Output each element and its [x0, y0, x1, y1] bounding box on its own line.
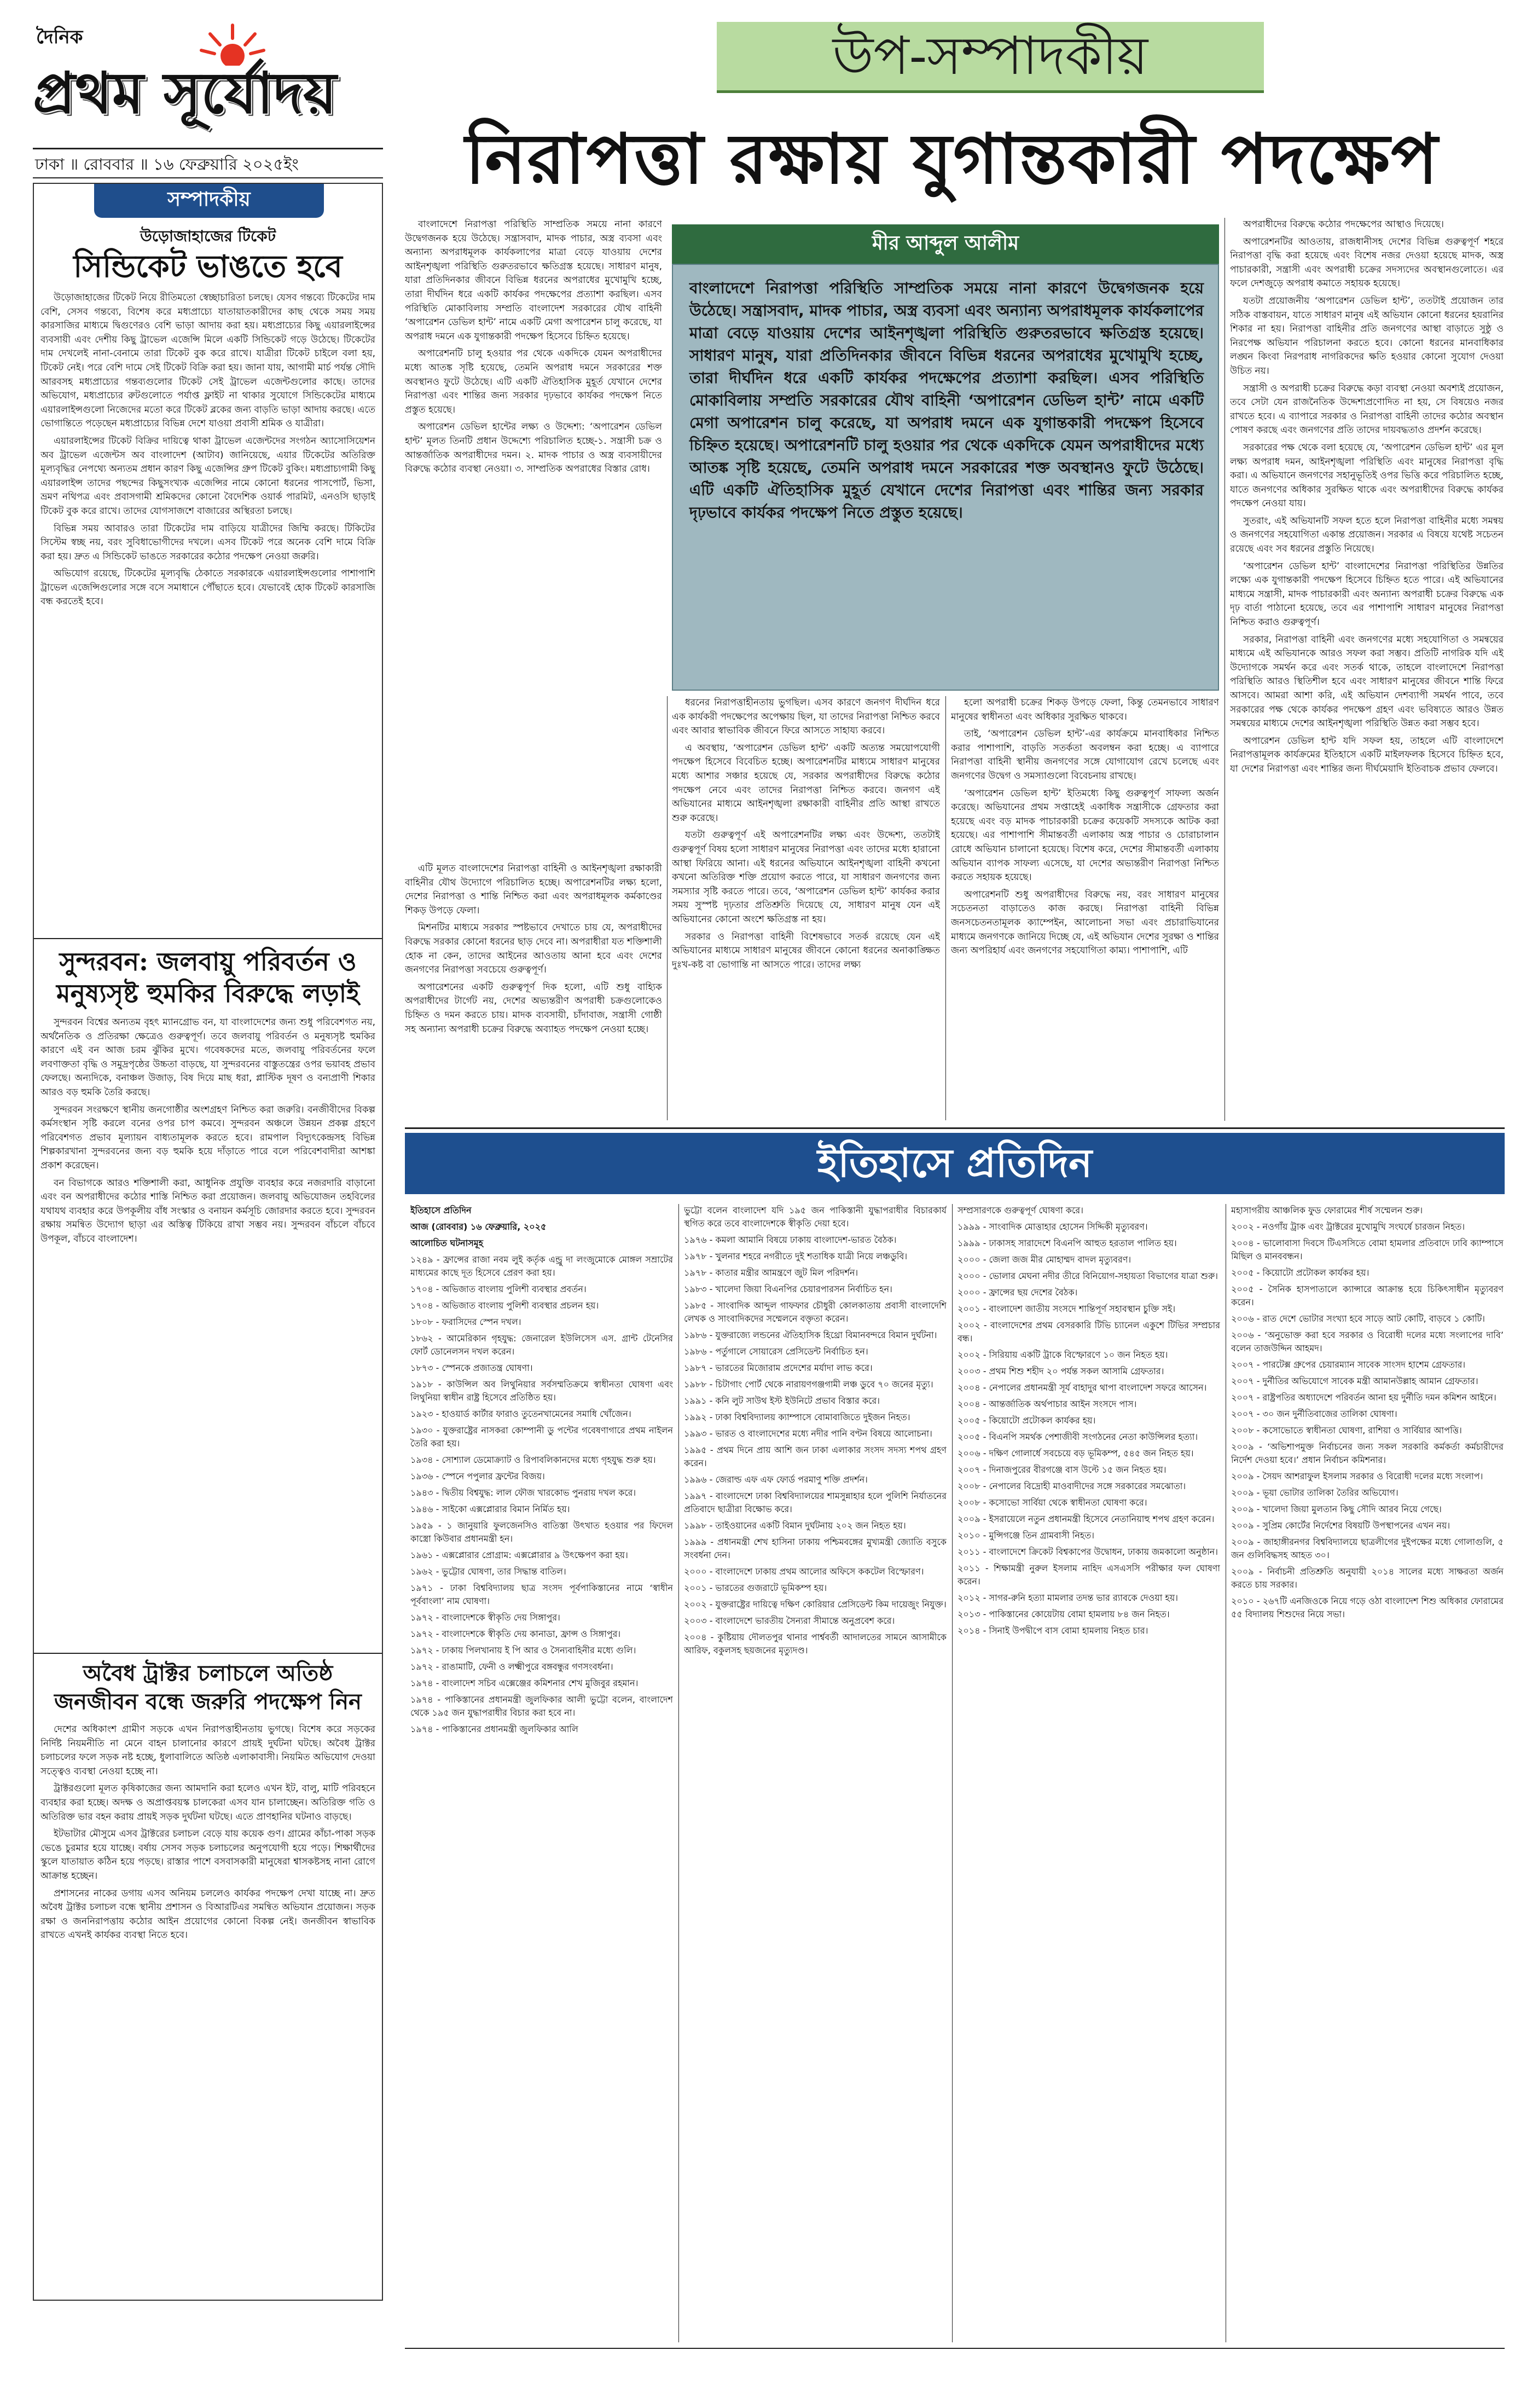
op-col-3 [672, 696, 940, 1120]
op-paragraph: এটি মূলত বাংলাদেশের নিরাপত্তা বাহিনী ও আইনশৃঙ্খলা রক্ষাকারী বাহিনীর যৌথ উদ্যোগে পরিচালিত হচ্ছে। অপারেশনটির লক্ষ্য হলো, দেশের নিরাপত্তা ও শান্তি নিশ্চিত করা এবং অপরাধমূলক কর্মকাণ্ডের শিকড় উপড়ে ফেলা। [405, 863, 662, 916]
history-event: ২০১১ - বাংলাদেশে ক্রিকেট বিশ্বকাপের উদ্বোধন, ঢাকায় জমকালো অনুষ্ঠান। [958, 1547, 1218, 1557]
op-paragraph: সন্ত্রাসী ও অপরাধী চক্রের বিরুদ্ধে কড়া ব্যবস্থা নেওয়া অবশ্যই প্রয়োজন, তবে সেটা যেন রাজনৈতিক উদ্দেশ্যপ্রণোদিত না হয়, সে বিষয়েও নজর রাখতে হবে। এ ব্যাপারে সরকার ও নিরাপত্তা বাহিনী তাদের কঠোর অবস্থান পোষণ করছে এবং জনগণের প্রতি তাদের দায়বদ্ধতাও প্রদর্শন করেছে। [1230, 383, 1504, 436]
history-event: ২০০১ - ভারতের গুজরাটে ভূমিকম্প হয়। [684, 1583, 827, 1593]
history-event: ১৯৪৩ - দ্বিতীয় বিশ্বযুদ্ধ: লাল ফৌজ খারকোভ পুনরায় দখল করে। [410, 1487, 636, 1498]
dateline-divider [33, 177, 383, 178]
history-header: ইতিহাসে প্রতিদিন [405, 1133, 1505, 1194]
ed1-paragraph: এয়ারলাইন্সের টিকেট বিক্রির দায়িত্বে থাকা ট্রাভেল এজেন্টদের সংগঠন অ্যাসোসিয়েশন অব ট্রাভেল এজেন্টস অব বাংলাদেশ (আটাব) জানিয়েছে, এয়ার টিকেটের অতিরিক্ত মূল্যবৃদ্ধির নেপথ্যে অন্যতম প্রধান কারণ কিছু এজেন্সির গ্রুপ টিকেট বুকিং। মধ্যপ্রাচ্যগামী কিছু এয়ারলাইন্স তাদের পছন্দের কিছুসংখ্যক এজেন্সির নামে কোনো ধরনের পাসপোর্ট, ভিসা, ভ্রমণ নথিপত্র এবং প্রবাসগামী শ্রমিকদের কোনো বৈদেশিক ওয়ার্ক পারমিট, এনওসি ছাড়াই টিকেট বুক করে রাখে। তাদের যোগসাজশে বাজারের অস্থিরতা চলছে। [40, 435, 375, 517]
dateline: ঢাকা ॥ রোববার ॥ ১৬ ফেব্রুয়ারি ২০২৫ইং [35, 155, 299, 173]
ed-divider-1 [34, 938, 382, 939]
op-paragraph: বাংলাদেশে নিরাপত্তা পরিস্থিতি সাম্প্রতিক সময়ে নানা কারণে উদ্বেগজনক হয়ে উঠেছে। সন্ত্রাসবাদ, মাদক পাচার, অস্ত্র ব্যবসা এবং অন্যান্য অপরাধমূলক কার্যকলাপের মাত্রা বেড়ে যাওয়ায় দেশের আইনশৃঙ্খলা পরিস্থিতি গুরুতরভাবে ক্ষতিগ্রস্ত হয়েছে। সাধারণ মানুষ, যারা প্রতিদিনকার জীবনে বিভিন্ন ধরনের অপরাধের মুখোমুখি হচ্ছে, তারা দীর্ঘদিন ধরে একটি কার্যকর পদক্ষেপের প্রত্যাশা করছিল। এসব পরিস্থিতি মোকাবিলায় সম্প্রতি বাংলাদেশ সরকারের যৌথ বাহিনী ‘অপারেশন ডেভিল হান্ট’ নামে একটি মেগা অপারেশন চালু করেছে, যা অপরাধ দমনে এক যুগান্তকারী পদক্ষেপ হিসেবে চিহ্নিত হয়েছে। [405, 219, 662, 342]
history-event: ২০০৯ - সৈয়দ আশরাফুল ইসলাম সরকার ও বিরোধী দলের মধ্যে সংলাপ। [1231, 1471, 1483, 1481]
history-event: ২০০৮ - নেপালের বিদ্রোহী মাওবাদীদের সঙ্গে সরকারের সমঝোতা। [958, 1481, 1186, 1491]
ed3-body [40, 1723, 375, 2292]
history-event: ১৯১৮ - কাউন্সিল অব লিথুনিয়ার সর্বসম্মতিক্রমে স্বাধীনতা ঘোষণা এবং লিথুনিয়া স্বাধীন রাষ্ট্র হিসেবে প্রতিষ্ঠিত হয়। [410, 1379, 673, 1403]
op-paragraph: সরকার, নিরাপত্তা বাহিনী এবং জনগণের মধ্যে সহযোগিতা ও সমন্বয়ের মাধ্যমে এই অভিযানকে আরও সফল করা সম্ভব। প্রতিটি নাগরিক যদি এই উদ্যোগকে সমর্থন করে এবং সতর্ক থাকে, তাহলে বাংলাদেশে নিরাপত্তা পরিস্থিতি আরও স্থিতিশীল হবে এবং সাধারণ মানুষের জীবনে শান্তি ফিরে আসবে। আমরা আশা করি, এই অভিযান দেশব্যাপী সমর্থন পাবে, তবে সরকারের পক্ষ থেকে কার্যকর পদক্ষেপ গ্রহণ এবং ভবিষ্যতে আরও উন্নত সমন্বয়ের মাধ্যমে দেশের আইনশৃঙ্খলা পরিস্থিতি উন্নত করা সম্ভব হবে। [1230, 634, 1504, 730]
history-event: ২০০৭ - রাষ্ট্রপতির অধ্যাদেশে পরিবর্তন আনা হয় দুর্নীতি দমন কমিশন আইনে। [1231, 1392, 1496, 1403]
history-event: ২০০৫ - বিএনপি সমর্থক পেশাজীবী সংগঠনের নেতা কাউন্সিলর হত্যা। [958, 1432, 1198, 1442]
op-paragraph: অপরাধীদের বিরুদ্ধে কঠোর পদক্ষেপের আস্থাও দিয়েছে। [1243, 219, 1444, 230]
op-col-sep [667, 696, 668, 1120]
op-paragraph: মিশনটির মাধ্যমে সরকার স্পষ্টভাবে দেখাতে চায় যে, অপরাধীদের বিরুদ্ধে সরকার কোনো ধরনের ছাড় দেবে না। অপরাধীরা যত শক্তিশালী হোক না কেন, তাদের আইনের আওতায় আনা হবে এবং দেশের জনগণের নিরাপত্তা সবচেয়ে গুরুত্বপূর্ণ। [405, 922, 662, 976]
history-event: ১৯৭২ - বাংলাদেশকে স্বীকৃতি দেয় কানাডা, ফ্রান্স ও সিঙ্গাপুর। [410, 1629, 621, 1639]
history-event: ২০১৪ - সিনাই উপদ্বীপে বাস বোমা হামলায় নিহত চার। [958, 1625, 1148, 1636]
history-event: ১৯৩৬ - স্পেনে পপুলার ফ্রন্টের বিজয়। [410, 1471, 545, 1481]
history-event: ১৯৯৬ - জেরাল্ড এফ এফ ফোর্ড পরমাণু শক্তি প্রদর্শন। [684, 1474, 868, 1485]
history-event: ১৯৭৪ - পাকিস্তানের প্রধানমন্ত্রী জুলফিকার আলি [410, 1724, 578, 1734]
op-paragraph: অপারেশনটি শুধু অপরাধীদের বিরুদ্ধে নয়, বরং সাধারণ মানুষের সচেতনতা বাড়াতেও কাজ করছে। নিরাপত্তা বাহিনী বিভিন্ন জনসচেতনতামূলক ক্যাম্পেইন, আলোচনা সভা এবং প্রচারাভিযানের মাধ্যমে জনগণকে জানিয়ে দিচ্ছে যে, এই অভিযান দেশের সুরক্ষা ও শান্তির জন্য অপরিহার্য এবং জনগণের সহযোগিতা কাম্য। পাশাপাশি, এটি [951, 889, 1219, 957]
history-col-sep [952, 1204, 953, 2342]
history-event: ভুট্টো বলেন বাংলাদেশ যদি ১৯৫ জন পাকিস্তানী যুদ্ধাপরাধীর বিচারকার্য স্থগিত করে তবে বাংলাদেশকে স্বীকৃতি দেয়া হবে। [684, 1205, 947, 1229]
ed2-paragraph: সুন্দরবন সংরক্ষণে স্থানীয় জনগোষ্ঠীর অংশগ্রহণ নিশ্চিত করা জরুরি। বনজীবীদের বিকল্প কর্মসংস্থান সৃষ্টি করলে বনের ওপর চাপ কমবে। সুন্দরবন অঞ্চলে উন্নয়ন প্রকল্প গ্রহণে পরিবেশগত প্রভাব মূল্যায়ন বাধ্যতামূলক করতে হবে। রামপাল বিদ্যুৎকেন্দ্রসহ বিভিন্ন শিল্পকারখানা সুন্দরবনের জন্য বড় হুমকি হয়ে দাঁড়াতে পারে বলে পরিবেশবাদীরা আশঙ্কা প্রকাশ করেছেন। [40, 1104, 375, 1171]
op-paragraph: সরকার ও নিরাপত্তা বাহিনী বিশেষভাবে সতর্ক রয়েছে যেন এই অভিযানের মাধ্যমে সাধারণ মানুষের জীবনে কোনো ধরনের অনাকাঙ্ক্ষিত দুঃখ-কষ্ট বা ভোগান্তি না আসতে পারে। তাদের লক্ষ্য [672, 931, 940, 970]
history-event: ২০০৯ - সুপ্রিম কোর্টের নির্দেশের বিষয়টি উপস্থাপনের এখন নয়। [1231, 1520, 1450, 1531]
history-event: ২০১২ - সাগর-রুনি হত্যা মামলার তদন্ত ভার র‌্যাবকে দেওয়া হয়। [958, 1593, 1178, 1603]
ed1-paragraph: অভিযোগ রয়েছে, টিকেটের মূল্যবৃদ্ধি ঠেকাতে সরকারকে এয়ারলাইন্সগুলোর পাশাপাশি ট্রাভেল এজেন্সিগুলোর সঙ্গে বসে সমাধানে পৌঁছাতে হবে। যেভাবেই হোক টিকেট কারসাজি বন্ধ করতেই হবে। [40, 568, 375, 607]
history-event: ২০০২ - সিরিয়ায় একটি ট্রাকে বিস্ফোরণে ১০ জন নিহত হয়। [958, 1350, 1168, 1360]
history-event: ২০০২ - বাংলাদেশের প্রথম বেসরকারি টিভি চ্যানেল একুশে টিভির সম্প্রচার বন্ধ। [958, 1320, 1220, 1344]
history-event: ১৯৭১ - ঢাকা বিশ্ববিদ্যালয় ছাত্র সংসদ পূর্বপাকিস্তানের নামে ‘স্বাধীন পূর্ববাংলা’ নাম ঘোষণা। [410, 1583, 673, 1606]
history-event: ২০০৭ - পারটেক্স গ্রুপের চেয়ারম্যান সাবেক সাংসদ হাশেম গ্রেফতার। [1231, 1359, 1466, 1370]
history-event: ২০১১ - শিক্ষামন্ত্রী নুরুল ইসলাম নাহিদ এসএসসি পরীক্ষার ফল ঘোষণা করেন। [958, 1563, 1220, 1587]
op-paragraph: অপারেশনের একটি গুরুত্বপূর্ণ দিক হলো, এটি শুধু বাহ্যিক অপরাধীদের টার্গেট নয়, দেশের অভ্যন্তরীণ অপরাধী চক্রগুলোকেও চিহ্নিত ও দমন করতে চায়। মাদক ব্যবসায়ী, চাঁদাবাজ, সন্ত্রাসী গোষ্ঠী সহ অন্যান্য অপরাধী চক্রের বিরুদ্ধে অব্যাহত পদক্ষেপ নেওয়া হচ্ছে। [405, 981, 662, 1035]
author-bar: মীর আব্দুল আলীম [672, 224, 1219, 264]
op-paragraph: ‘অপারেশন ডেভিল হান্ট’ বাংলাদেশের নিরাপত্তা পরিস্থিতির উন্নতির লক্ষ্যে এক যুগান্তকারী পদক্ষেপ হিসেবে চিহ্নিত হতে পারে। এই অভিযানের মাধ্যমে সন্ত্রাসী, মাদক পাচারকারী এবং অন্যান্য অপরাধী চক্রের বিরুদ্ধে এক দৃঢ় বার্তা পাঠানো হয়েছে, তবে এর পাশাপাশি সাধারণ মানুষের নিরাপত্তা নিশ্চিত করাও গুরুত্বপূর্ণ। [1230, 560, 1504, 628]
op-paragraph: অপারেশনটি চালু হওয়ার পর থেকে একদিকে যেমন অপরাধীদের মধ্যে আতঙ্ক সৃষ্টি হয়েছে, তেমনি অপরাধ দমনে সরকারের শক্ত অবস্থানও ফুটে উঠেছে। এটি একটি ঐতিহাসিক মুহূর্ত যেখানে দেশের নিরাপত্তা এবং শান্তির জন্য সরকার দৃঢ়ভাবে কার্যকর পদক্ষেপ নিতে প্রস্তুত হয়েছে। [405, 348, 662, 415]
history-event: ১৯৩০ - যুক্তরাষ্ট্রের নাসকরা কোম্পানী ডু পন্টের গবেষণাগারে প্রথম নাইলন তৈরি করা হয়। [410, 1425, 673, 1449]
history-event: ১৯৭৬ - কমলা আমানি বিষয়ে ঢাকায় বাংলাদেশ-ভারত বৈঠক। [684, 1235, 897, 1245]
ed1-title: সিন্ডিকেট ভাঙতে হবে [73, 248, 343, 285]
editorial-section-label: সম্পাদকীয় [94, 184, 324, 218]
history-event: ১৯৭৮ - খুলনার শহরে নগরীতে দুই শতাধিক যাত্রী নিয়ে লঞ্চডুবি। [684, 1251, 908, 1261]
history-event: ১৯৮৬ - পর্তুগালে সোয়ারেস প্রেসিডেন্ট নির্বাচিত হন। [684, 1346, 868, 1357]
history-event: ২০০৪ - নেপালের প্রধানমন্ত্রী সূর্য বাহাদুর থাপা বাংলাদেশ সফরে আসেন। [958, 1382, 1207, 1393]
op-col-1-bottom [405, 862, 662, 1119]
history-event: ২০০৬ - দক্ষিণ গোলার্ধে সবচেয়ে বড় ভূমিকম্প, ৫৪৫ জন নিহত হয়। [958, 1448, 1194, 1458]
history-event: ২০০২ - নওগাঁয় ট্রাক এবং ট্রাক্টরের মুখোমুখি সংঘর্ষে চারজন নিহত। [1231, 1222, 1465, 1232]
history-event: ২০০২ - যুক্তরাষ্ট্রের দায়িত্বে দক্ষিণ কোরিয়ার প্রেসিডেন্ট কিম দায়েজুং নিযুক্ত। [684, 1599, 947, 1610]
history-event: ১৯৪৬ - সাইকো এক্সপ্লোরার বিমান নির্মিত হয়। [410, 1504, 570, 1514]
editorial-column [33, 183, 383, 2301]
history-event: ২০১০ - মুন্সিগঞ্জে তিন গ্রামবাসী নিহত। [958, 1530, 1095, 1541]
history-event: ২০০৯ - খালেদা জিয়া মুলতান কিছু সৌদি আরব নিয়ে গেছে। [1231, 1504, 1442, 1514]
history-event: ২০০৩ - প্রথম শিশু শহীদ ২০ পর্যন্ত সকল আসামি গ্রেফতার। [958, 1366, 1164, 1376]
op-col-1-top [405, 218, 662, 858]
history-event: ২০০৫ - কিয়োটো প্রটোকল কার্যকর হয়। [958, 1415, 1096, 1426]
op-col-5 [1230, 218, 1504, 1121]
op-paragraph: হলো অপরাধী চক্রের শিকড় উপড়ে ফেলা, কিন্তু তেমনভাবে সাধারণ মানুষের স্বাধীনতা এবং অধিকার সুরক্ষিত থাকবে। [951, 697, 1219, 722]
ed3-paragraph: দেশের অধিকাংশ গ্রামীণ সড়কে এখন নিরাপত্তাহীনতায় ভুগছে। বিশেষ করে সড়কের নির্দিষ্ট নিয়মনীতি না মেনে বাহন চালানোর কারণে প্রায়ই দুর্ঘটনা ঘটছে। অবৈধ ট্রাক্টর চলাচলের ফলে সড়ক নষ্ট হচ্ছে, ধুলাবালিতে অতিষ্ঠ এলাকাবাসী। নিয়মিত অভিযোগ দেওয়া সত্ত্বেও ব্যবস্থা নেওয়া হচ্ছে না। [40, 1724, 375, 1777]
history-event: ২০০৯ - ‘অভিশাপমুক্ত নির্বাচনের জন্য সকল সরকারি কর্মকর্তা কর্মচারীদের নির্দেশ দেওয়া হবে।’ প্রধান নির্বাচন কমিশনার। [1231, 1442, 1504, 1465]
history-event: ২০০৯ - ভূয়া ভোটার তালিকা তৈরির অভিযোগ। [1231, 1487, 1398, 1498]
history-event: ২০০০ - বাংলাদেশে ঢাকায় প্রথম আলোর অফিসে ককটেল বিস্ফোরণ। [684, 1566, 924, 1577]
history-event: ১৯২৩ - হাওয়ার্ড কার্টার ফারাও তুতেনখামেনের সমাধি খোঁজেন। [410, 1409, 631, 1419]
op-ed-headline: নিরাপত্তা রক্ষায় যুগান্তকারী পদক্ষেপ [465, 118, 1439, 199]
history-event: ২০১০ - ২৬৭টি এনজিওকে নিয়ে গড়ে ওঠা বাংলাদেশ শিশু অধিকার ফোরামের ৫৫ বিদ্যালয় শিশুদের নিয়ে সভা। [1231, 1596, 1504, 1619]
ed2-title: সুন্দরবন: জলবায়ু পরিবর্তন ও মনুষ্যসৃষ্ট হুমকির বিরুদ্ধে লড়াই [56, 947, 359, 1008]
history-col-1 [410, 1204, 673, 2342]
history-event: ১৯৫৯ - ১ জানুয়ারি ফুলজেনসিও বাতিস্তা উৎখাত হওয়ার পর ফিদেল কাস্ত্রো কিউবার প্রধানমন্ত্রী হন। [410, 1520, 673, 1544]
history-event: ১৯৭২ - বাংলাদেশকে স্বীকৃতি দেয় সিঙ্গাপুর। [410, 1612, 560, 1623]
history-event: ২০০৯ - নির্বাচনী প্রতিশ্রুতি অনুযায়ী ২০১৪ সালের মধ্যে সাক্ষরতা অর্জন করতে চায় সরকার। [1231, 1566, 1504, 1590]
ed3-title: অবৈধ ট্রাক্টর চলাচলে অতিষ্ঠ জনজীবন বন্ধে জরুরি পদক্ষেপ নিন [54, 1660, 362, 1715]
history-event: ১৮০৮ - ফরাসিদের স্পেন দখল। [410, 1317, 521, 1327]
ed2-paragraph: বন বিভাগকে আরও শক্তিশালী করা, আধুনিক প্রযুক্তি ব্যবহার করে নজরদারি বাড়ানো এবং বন অপরাধীদের কঠোর শাস্তি নিশ্চিত করা প্রয়োজন। জলবায়ু অভিযোজন তহবিলের যথাযথ ব্যবহার করে উপকূলীয় বাঁধ সংস্কার ও বনায়ন কর্মসূচি জোরদার করতে হবে। সুন্দরবন রক্ষায় সমন্বিত উদ্যোগ ছাড়া এর অস্তিত্ব টিকিয়ে রাখা সম্ভব নয়। সুন্দরবন বাঁচলে বাঁচবে উপকূল, বাঁচবে বাংলাদেশ। [40, 1177, 375, 1244]
history-event: ১৯৬২ - ভুট্টোর ঘোষণা, তার সিদ্ধান্ত বাতিল। [410, 1566, 566, 1577]
history-event: ২০০১ - বাংলাদেশ জাতীয় সংসদে শান্তিপূর্ণ সহাবস্থান চুক্তি সই। [958, 1304, 1176, 1314]
ed-divider-2 [34, 1653, 382, 1654]
history-event: ২০০৯ - জাহাঙ্গীরনগর বিশ্ববিদ্যালয়ে ছাত্রলীগের দুইপক্ষের মধ্যে গোলাগুলি, ৫ জন গুলিবিদ্ধসহ আহত ৩০। [1231, 1537, 1504, 1560]
history-event: ১৯৮৬ - যুক্তরাজ্যে লন্ডনের ঐতিহাসিক হিথ্রো বিমানবন্দরে বিমান দুর্ঘটনা। [684, 1330, 937, 1340]
op-paragraph: এ অবস্থায়, ‘অপারেশন ডেভিল হান্ট’ একটি অত্যন্ত সময়োপযোগী পদক্ষেপ হিসেবে বিবেচিত হচ্ছে। অপারেশনটির মাধ্যমে সাধারণ মানুষের মধ্যে আশার সঞ্চার হয়েছে যে, সরকার অপরাধীদের বিরুদ্ধে কঠোর পদক্ষেপ নেবে এবং তাদের নিরাপত্তা নিশ্চিত করবে। জনগণ এই অভিযানের মাধ্যমে আইনশৃঙ্খলা রক্ষাকারী বাহিনীর প্রতি আস্থা রাখতে শুরু করেছে। [672, 742, 940, 824]
history-event: সম্প্রসারণকে গুরুত্বপূর্ণ ঘোষণা করে। [958, 1205, 1083, 1215]
history-col-4 [1231, 1204, 1504, 2342]
history-col-sep [678, 1204, 679, 2342]
ed3-paragraph: প্রশাসনের নাকের ডগায় এসব অনিয়ম চললেও কার্যকর পদক্ষেপ দেখা যাচ্ছে না। দ্রুত অবৈধ ট্রাক্টর চলাচল বন্ধে স্থানীয় প্রশাসন ও বিআরটিএর সমন্বিত অভিযান প্রয়োজন। সড়ক রক্ষা ও জননিরাপত্তায় কঠোর আইন প্রয়োগের কোনো বিকল্প নেই। জনজীবন স্বাভাবিক রাখতে এখনই কার্যকর ব্যবস্থা নিতে হবে। [40, 1888, 375, 1941]
ed1-kicker: উড়োজাহাজের টিকেট [140, 227, 276, 245]
history-event: ১৯৮৭ - ভারতের মিজোরাম প্রদেশের মর্যাদা লাভ করে। [684, 1363, 873, 1373]
op-paragraph: যতটা গুরুত্বপূর্ণ এই অপারেশনটির লক্ষ্য এবং উদ্দেশ্য, ততটাই গুরুত্বপূর্ণ বিষয় হলো সাধারণ মানুষের নিরাপত্তা এবং তাদের মধ্যে হারানো আস্থা ফিরিয়ে আনা। এই ধরনের অভিযানে আইনশৃঙ্খলা বাহিনী কখনো কখনো অতিরিক্ত শক্তি প্রয়োগ করতে পারে, যা সাধারণ জনগণের জন্য সমস্যার সৃষ্টি করতে পারে। তবে, ‘অপারেশন ডেভিল হান্ট’ কার্যকর করার সময় সুস্পষ্ট দৃঢ়তার প্রতিশ্রুতি দিয়েছে যে, সাধারণ মানুষ যেন এই অভিযানের কোনো অংশে ক্ষতিগ্রস্ত না হয়। [672, 830, 940, 925]
history-event: ২০০৭ - দুর্নীতির অভিযোগে সাবেক মন্ত্রী আমানউল্লাহ আমান গ্রেফতার। [1231, 1376, 1478, 1386]
history-event: ২০০০ - ভোলার মেঘনা নদীর তীরে বিনিয়োগ-সহায়তা বিভাগের যাত্রা শুরু। [958, 1271, 1218, 1281]
ed3-paragraph: ট্রাক্টরগুলো মূলত কৃষিকাজের জন্য আমদানি করা হলেও এখন ইট, বালু, মাটি পরিবহনে ব্যবহার করা হচ্ছে। অদক্ষ ও অপ্রাপ্তবয়স্ক চালকেরা এসব যান চালাচ্ছেন। অতিরিক্ত গতি ও অতিরিক্ত ভার বহন করায় প্রায়ই সড়ক দুর্ঘটনা ঘটছে। এতে প্রাণহানির ঘটনাও বাড়ছে। [40, 1783, 375, 1822]
ed2-body [40, 1016, 375, 1645]
history-event: ১৯৩৪ - সোশ্যাল ডেমোক্র্যাট ও রিপাবলিকানদের মধ্যে গৃহযুদ্ধ শুরু হয়। [410, 1455, 656, 1465]
op-col-4 [951, 696, 1219, 1120]
history-event: ১৭০৪ - অভিজাত বাংলায় পুলিশী ব্যবস্থার প্রবর্তন। [410, 1284, 587, 1294]
op-paragraph: তাই, ‘অপারেশন ডেভিল হান্ট’-এর কার্যক্রমে মানবাধিকার নিশ্চিত করার পাশাপাশি, বাড়তি সতর্কতা অবলম্বন করা হচ্ছে। এ ব্যাপারে নিরাপত্তা বাহিনী স্থানীয় জনগণের সঙ্গে যোগাযোগ রেখে চলেছে এবং জনগণের উদ্বেগ ও সমস্যাগুলো বিবেচনায় রাখছে। [951, 728, 1219, 782]
op-col-sep [945, 696, 946, 1120]
history-event: ২০০৮ - কসোভোতে স্বাধীনতা ঘোষণা, রাশিয়া ও সার্বিয়ার আপত্তি। [1231, 1425, 1462, 1435]
op-paragraph: সরকারের পক্ষ থেকে বলা হয়েছে যে, ‘অপারেশন ডেভিল হান্ট’ এর মূল লক্ষ্য অপরাধ দমন, আইনশৃঙ্খলা পরিস্থিতি এবং মানুষের নিরাপত্তা বৃদ্ধি করা। এ অভিযানে জনগণের সহানুভূতিই ওপর ভিত্তি করে পরিচালিত হচ্ছে, যাতে জনগণের অধিকার সুরক্ষিত থাকে এবং অপরাধীদের বিরুদ্ধে কার্যকর পদক্ষেপ নেওয়া যায়। [1230, 442, 1504, 510]
ed1-paragraph: উড়োজাহাজের টিকেট নিয়ে রীতিমতো স্বেচ্ছাচারিতা চলছে। যেসব গন্তব্যে টিকেটের দাম বেশি, সেসব গন্তব্যে, বিশেষ করে মধ্যপ্রাচ্যে যাতায়াতকারীদের কাছ থেকে সময় সময় কারসাজির মাধ্যমে দ্বিগুণেরও বেশি ভাড়া আদায় করা হয়। মধ্যপ্রাচ্যের কিছু এয়ারলাইন্সের ব্যবসায়ী এবং দেশীয় কিছু ট্রাভেল এজেন্সি মিলে একটি সিন্ডিকেট গড়ে উঠেছে। টিকেটের দাম দেখলেই নানা-বেনামে তারা টিকেট বুক করে রাখে। যাত্রীরা টিকেট চাইলে বলা হয়, টিকেট নেই। পরে বেশি দামে সেই টিকেট বিক্রি করা হয়। জানা যায়, আগামী মার্চ পর্যন্ত সৌদি আরবসহ মধ্যপ্রাচ্যের গন্তব্যগুলোর টিকেট সেই ট্রাভেল এজেন্টগুলোর কাছে। তাদের অভিযোগ, মধ্যপ্রাচ্যের রুটগুলোতে পর্যাপ্ত ফ্লাইট না থাকার সুযোগে সিন্ডিকেটের মাধ্যমে এয়ারলাইন্সগুলো নিজেদের মতো করে টিকেট ব্লকের জন্য বাড়তি ভাড়া আদায় করছে। এতে ভোগান্তিতে পড়েছেন মধ্যপ্রাচ্যের বিভিন্ন দেশে যাওয়া প্রবাসী শ্রমিক ও যাত্রীরা। [40, 292, 375, 430]
history-event: ১৯৭৮ - কাতার মন্ত্রীর আমন্ত্রণে জুট মিল পরিদর্শন। [684, 1267, 858, 1278]
history-event: ১৯৮৩ - খালেদা জিয়া বিএনপির চেয়ারপারসন নির্বাচিত হন। [684, 1284, 892, 1294]
history-event: ১৯৭৪ - পাকিস্তানের প্রধানমন্ত্রী জুলফিকার আলী ভুট্টো বলেন, বাংলাদেশ থেকে ১৯৫ জন যুদ্ধাপরাধীর বিচার করা হবে না। [410, 1694, 673, 1718]
op-paragraph: অপারেশন ডেভিল হান্ট যদি সফল হয়, তাহলে এটি বাংলাদেশে নিরাপত্তামূলক কার্যক্রমের ইতিহাসে একটি মাইলফলক হিসেবে চিহ্নিত হবে, যা দেশের নিরাপত্তা এবং শান্তির জন্য দীর্ঘমেয়াদি ইতিবাচক প্রভাব ফেলবে। [1230, 735, 1504, 774]
history-event: ২০০৭ - ৩০ জন দুর্নীতিবাজের তালিকা ঘোষণা। [1231, 1409, 1397, 1419]
history-event: ১২৪৯ - ফ্রান্সের রাজা নবম লুই কর্তৃক এন্ড্রু দা লংজুমোকে মোঙ্গল সম্রাটের মাধ্যমের কাছে দূত হিসেবে প্রেরণ করা হয়। [410, 1254, 673, 1278]
op-ed-banner: উপ-সম্পাদকীয় [717, 22, 1264, 93]
history-event: ২০০৪ - ভালোবাসা দিবসে টিএসসিতে বোমা হামলার প্রতিবাদে ঢাবি ক্যাম্পাসে মিছিল ও মানববন্ধন। [1231, 1238, 1504, 1261]
history-event: ১৯৯৯ - প্রধানমন্ত্রী শেখ হাসিনা ঢাকায় পশ্চিমবঙ্গের মুখ্যমন্ত্রী জ্যোতি বসুকে সংবর্ধনা দেন। [684, 1537, 947, 1560]
op-paragraph: অপারেশনটির আওতায়, রাজধানীসহ দেশের বিভিন্ন গুরুত্বপূর্ণ শহরে নিরাপত্তা বৃদ্ধি করা হয়েছে এবং বিশেষ নজর দেওয়া হয়েছে মাদক, অস্ত্র পাচারকারী, সন্ত্রাসী এবং অপরাধী চক্রের সদস্যদের অবস্থানগুলোতে। এর ফলে দেশজুড়ে অপরাধ কমাতে সহায়ক হয়েছে। [1230, 236, 1504, 290]
history-event: ২০০৫ - কিয়োটো প্রটোকল কার্যকর হয়। [1231, 1267, 1369, 1278]
history-top-rule [405, 1127, 1505, 1129]
history-event: ২০০৭ - দিনাজপুরের বীরগঞ্জে বাস উল্টে ১৫ জন নিহত হয়। [958, 1465, 1167, 1475]
history-event: ১৯৯৫ - প্রথম দিনে প্রায় আশি জন ঢাকা এলাকার সংসদ সদস্য শপথ গ্রহণ করেন। [684, 1445, 947, 1468]
history-event: ১৯৭২ - ঢাকায় পিলখানায় ই পি আর ও সৈন্যবাহিনীর মধ্যে গুলি। [410, 1645, 636, 1656]
masthead [33, 22, 383, 142]
history-event: ১৮৭৩ - স্পেনকে প্রজাতন্ত্র ঘোষণা। [410, 1363, 533, 1373]
history-event: ১৯৯২ - ঢাকা বিশ্ববিদ্যালয় ক্যাম্পাসে বোমাবাজিতে দুইজন নিহত। [684, 1412, 910, 1422]
history-event: ১৯৭২ - রাঙামাটি, ফেনী ও লক্ষ্মীপুরে বঙ্গবন্ধুর গণসংবর্ধনা। [410, 1662, 613, 1672]
masthead-divider [33, 148, 383, 149]
history-col-3 [958, 1204, 1220, 2342]
lead-box [672, 264, 1219, 691]
history-event: ২০০৯ - ইসরায়েলে নতুন প্রধানমন্ত্রী হিসেবে নেতানিয়াহু শপথ গ্রহণ করেন। [958, 1514, 1215, 1524]
history-event: ১৯৭৪ - বাংলাদেশ সচিব এক্সেঞ্জের কমিশনার শেখ মুজিবুর রহমান। [410, 1678, 639, 1688]
history-event: ১৯৯৩ - ভারত ও বাংলাদেশের মধ্যে নদীর পানি বণ্টন বিষয়ে আলোচনা। [684, 1428, 932, 1439]
op-paragraph: সুতরাং, এই অভিযানটি সফল হতে হলে নিরাপত্তা বাহিনীর মধ্যে সমন্বয় ও জনগণের সহযোগিতা একান্ত প্রয়োজন। সরকার এ বিষয়ে যথেষ্ট সচেতন রয়েছে এবং সব ধরনের প্রস্তুতি নিয়েছে। [1230, 515, 1504, 555]
masthead-small-prefix: দৈনিক [36, 26, 83, 48]
history-event: ২০০০ - ফ্রান্সের ছয় দেশের বৈঠক। [958, 1287, 1078, 1298]
ed3-paragraph: ইটভাটার মৌসুমে এসব ট্রাক্টরের চলাচল বেড়ে যায় কয়েক গুণ। গ্রামের কাঁচা-পাকা সড়ক ভেঙে চুরমার হয়ে যাচ্ছে। বর্ষায় সেসব সড়ক চলাচলের অনুপযোগী হয়ে পড়ে। শিক্ষার্থীদের স্কুলে যাতায়াত কঠিন হয়ে পড়ছে। রাস্তার পাশে বসবাসকারী মানুষেরা শ্বাসকষ্টসহ নানা রোগে আক্রান্ত হচ্ছেন। [40, 1828, 375, 1882]
history-event: ১৯৯৯ - সাংবাদিক মোত্তাহার হোসেন সিদ্দিকী মৃত্যুবরণ। [958, 1222, 1148, 1232]
history-col-2 [684, 1204, 947, 2342]
masthead-name: প্রথম সূর্যোদয় [33, 59, 337, 126]
history-event: ২০০৪ - আন্তর্জাতিক অর্থপাচার আইন সংসদে পাস। [958, 1399, 1137, 1409]
lead-text: বাংলাদেশে নিরাপত্তা পরিস্থিতি সাম্প্রতিক সময়ে নানা কারণে উদ্বেগজনক হয়ে উঠেছে। সন্ত্রাসবাদ, মাদক পাচার, অস্ত্র ব্যবসা এবং অন্যান্য অপরাধমূলক কার্যকলাপের মাত্রা বেড়ে যাওয়ায় দেশের আইনশৃঙ্খলা পরিস্থিতি গুরুতরভাবে ক্ষতিগ্রস্ত হয়েছে। সাধারণ মানুষ, যারা প্রতিদিনকার জীবনে বিভিন্ন ধরনের অপরাধের মুখোমুখি হচ্ছে, তারা দীর্ঘদিন ধরে একটি কার্যকর পদক্ষেপের প্রত্যাশা করছিল। এসব পরিস্থিতি মোকাবিলায় সম্প্রতি সরকারের যৌথ বাহিনী ‘অপারেশন ডেভিল হান্ট’ নামে একটি মেগা অপারেশন চালু করেছে, যা অপরাধ দমনে এক যুগান্তকারী পদক্ষেপ হিসেবে চিহ্নিত হয়েছে। অপারেশনটি চালু হওয়ার পর থেকে একদিকে যেমন অপরাধীদের মধ্যে আতঙ্ক সৃষ্টি হয়েছে, তেমনি অপরাধ দমনে সরকারের শক্ত অবস্থানও ফুটে উঠেছে। এটি একটি ঐতিহাসিক মুহূর্ত যেখানে দেশের নিরাপত্তা এবং শান্তির জন্য সরকার দৃঢ়ভাবে কার্যকর পদক্ষেপ নিতে প্রস্তুত হয়েছে। [689, 279, 1204, 522]
op-paragraph: ধরনের নিরাপত্তাহীনতায় ভুগছিল। এসব কারণে জনগণ দীর্ঘদিন ধরে এক কার্যকরী পদক্ষেপের অপেক্ষায় ছিল, যা তাদের নিরাপত্তা নিশ্চিত করবে এবং আবার স্বাভাবিক জীবনে ফিরে আসতে সাহায্য করবে। [672, 697, 940, 737]
history-event: মহাসাগরীয় আঞ্চলিক ফুড ফোরামের শীর্ষ সম্মেলন শুরু। [1231, 1205, 1423, 1215]
history-event: ২০০৩ - বাংলাদেশে ভারতীয় সৈন্যরা সীমান্তে অনুপ্রবেশ করে। [684, 1616, 895, 1626]
op-paragraph: ‘অপারেশন ডেভিল হান্ট’ ইতিমধ্যে কিছু গুরুত্বপূর্ণ সাফল্য অর্জন করেছে। অভিযানের প্রথম সপ্তাহেই একাধিক সন্ত্রাসীকে গ্রেফতার করা হয়েছে এবং বড় মাদক পাচারকারী চক্রের কয়েকটি সদস্যকে আটক করা হয়েছে। এর পাশাপাশি সীমান্তবর্তী এলাকায় অস্ত্র পাচার ও চোরাচালান রোধে অভিযান চালানো হয়েছে। বিশেষ করে, দেশের সীমান্তবর্তী এলাকায় অভিযান ব্যাপক সাফল্য এসেছে, যা দেশের অভ্যন্তরীণ নিরাপত্তা নিশ্চিত করতে সহায়ক হয়েছে। [951, 788, 1219, 883]
op-paragraph: অপারেশন ডেভিল হান্টের লক্ষ্য ও উদ্দেশ্য: ‘অপারেশন ডেভিল হান্ট’ মূলত তিনটি প্রধান উদ্দেশ্যে পরিচালিত হচ্ছে-১. সন্ত্রাসী চক্র ও আন্তর্জাতিক অপরাধীদের দমন। ২. মাদক পাচার ও অস্ত্র ব্যবসায়ীদের বিরুদ্ধে কঠোর ব্যবস্থা নেওয়া। ৩. সাম্প্রতিক অপরাধের বিস্তার রোধ। [405, 421, 662, 475]
history-event: ১৭০৪ - অভিজাত বাংলায় পুলিশী ব্যবস্থার প্রচলন হয়। [410, 1300, 599, 1311]
history-event: ১৮৬২ - আমেরিকান গৃহযুদ্ধ: জেনারেল ইউলিসেস এস. গ্রান্ট টেনেসির ফোর্ট ডোনেলসন দখল করেন। [410, 1333, 673, 1357]
history-event: ১৯৯৭ - বাংলাদেশে ঢাকা বিশ্ববিদ্যালয়ের শামসুন্নাহার হলে পুলিশি নির্যাতনের প্রতিবাদে ছাত্রীরা বিক্ষোভ করে। [684, 1491, 947, 1514]
page-bottom-rule [405, 2348, 1505, 2349]
history-event: ২০০৫ - সৈনিক হাসপাতালে ক্যান্সারে আক্রান্ত হয়ে চিকিৎসাধীন মৃত্যুবরণ করেন। [1231, 1284, 1504, 1307]
history-event: ১৯৯৮ - তাইওয়ানের একটি বিমান দুর্ঘটনায় ২০২ জন নিহত হয়। [684, 1520, 906, 1531]
ed2-paragraph: সুন্দরবন বিশ্বের অন্যতম বৃহৎ ম্যানগ্রোভ বন, যা বাংলাদেশের জন্য শুধু পরিবেশগত নয়, অর্থনৈতিক ও প্রতিরক্ষা ক্ষেত্রেও গুরুত্বপূর্ণ। তবে জলবায়ু পরিবর্তন ও মনুষ্যসৃষ্ট হুমকির কারণে এই বন আজ চরম ঝুঁকির মুখে। গবেষকদের মতে, জলবায়ু পরিবর্তনের ফলে লবণাক্ততা বৃদ্ধি ও সমুদ্রপৃষ্ঠের উচ্চতা বাড়ছে, যা সুন্দরবনের বাস্তুতন্ত্রের ওপর ভয়াবহ প্রভাব ফেলছে। অন্যদিকে, বনাঞ্চল উজাড়, বিষ দিয়ে মাছ ধরা, প্লাস্টিক দূষণ ও বন্যপ্রাণী শিকার আরও বড় হুমকি তৈরি করছে। [40, 1017, 375, 1098]
history-event: ১৯৯১ - কনি লুট সাউথ ইস্ট ইউনিটে প্রভাব বিস্তার করে। [684, 1396, 880, 1406]
history-event: ২০১৩ - পাকিস্তানের কোয়েটায় বোমা হামলায় ৮৪ জন নিহত। [958, 1609, 1170, 1619]
history-event: ২০০৪ - কুষ্টিয়ায় দৌলতপুর থানার পার্শ্ববর্তী আদালতের সামনে আসামীকে আরিফ, বকুলসহ ছয়জনের মৃত্যুদণ্ড। [684, 1632, 947, 1656]
op-paragraph: যতটা প্রয়োজনীয় ‘অপারেশন ডেভিল হান্ট’, ততটাই প্রয়োজন তার সঠিক বাস্তবায়ন, যাতে সাধারণ মানুষ এই অভিযান কোনো ধরনের হয়রানির শিকার না হয়। নিরাপত্তা বাহিনীর প্রতি জনগণের আস্থা বাড়াতে সুষ্ঠু ও নিরপেক্ষ অভিযান পরিচালনা করতে হবে। কোনো ধরনের মানবাধিকার লঙ্ঘন কিংবা নিরপরাধ নাগরিকদের ক্ষতি হওয়ার কোনো সুযোগ দেওয়া উচিত নয়। [1230, 295, 1504, 377]
history-intro-date: আজ (রোববার) ১৬ ফেব্রুয়ারি, ২০২৫ [410, 1222, 547, 1232]
history-event: ১৯৮৮ - চিটাগাং পোর্ট থেকে নারায়ণগঞ্জগামী লঞ্চ ডুবে ৭০ জনের মৃত্যু। [684, 1379, 933, 1390]
ed1-body [40, 291, 375, 931]
history-event: ২০০৬ - ‘অনুভোক্ত করা হবে সরকার ও বিরোধী দলের মধ্যে সংলাপের দাবি’ বলেন তাজউদ্দিন আহমদ। [1231, 1330, 1504, 1353]
history-event: ১৯৮৫ - সাংবাদিক আব্দুল গাফফার চৌধুরী কোলকাতায় প্রবাসী বাংলাদেশি লেখক ও সাংবাদিকদের সম্মেলনে বক্তৃতা করেন। [684, 1300, 947, 1324]
history-events-label: আলোচিত ঘটনাসমূহ [410, 1238, 484, 1248]
ed1-paragraph: বিভিন্ন সময় আবারও তারা টিকেটের দাম বাড়িয়ে যাত্রীদের জিম্মি করছে। টিকিটের সিস্টেম স্বচ্ছ নয়, বরং সুবিধাভোগীদের দখলে। এসব টিকেট পরে অনেক বেশি দামে বিক্রি করা হয়। দ্রুত এ সিন্ডিকেট ভাঙতে সরকারের কঠোর পদক্ষেপ নেওয়া জরুরি। [40, 523, 375, 562]
history-event: ২০০০ - জেলা জজ মীর মোহাম্মদ বাদল মৃত্যুবরণ। [958, 1254, 1131, 1265]
history-event: ২০০৮ - কসোভো সার্বিয়া থেকে স্বাধীনতা ঘোষণা করে। [958, 1497, 1147, 1508]
history-event: ১৯৬১ - এক্সপ্লোরার প্রোগ্রাম: এক্সপ্লোরার ৯ উৎক্ষেপণ করা হয়। [410, 1550, 628, 1560]
history-intro-title: ইতিহাসে প্রতিদিন [410, 1205, 472, 1215]
history-event: ২০০৬ - রাত দেশে ভোটার সংখ্যা হবে সাড়ে আট কোটি, বাড়বে ১ কোটি। [1231, 1313, 1485, 1324]
history-event: ১৯৯৯ - ঢাকাসহ সারাদেশে বিএনপি আহুত হরতাল পালিত হয়। [958, 1238, 1177, 1248]
